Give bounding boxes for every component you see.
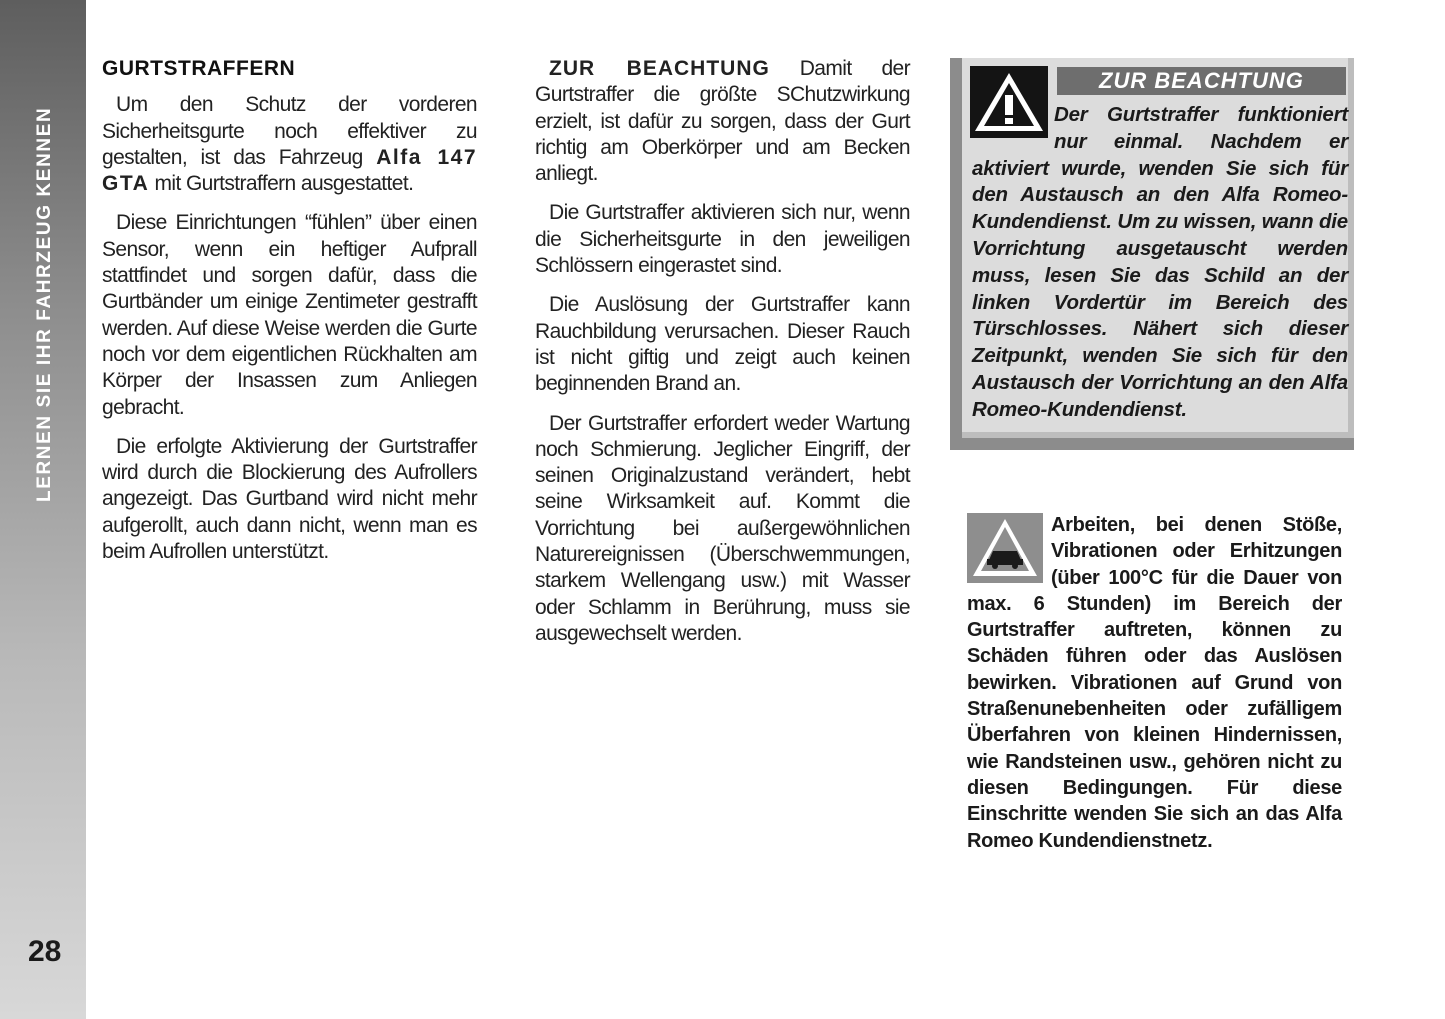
paragraph-intro: Um den Schutz der vorderen Sicherheitsgurte noch effektiver zu gestalten, ist das Fahrzeug Alfa 147 GTA mit Gurtstraffern ausgestattet. [102, 93, 478, 196]
environment-notice-text: Arbeiten, bei denen Stöße, Vibrationen oder Erhitzungen (über 100°C für die Dauer von max. 6 Stunden) im Bereich der Gurtstraffer auftreten, können zu Schäden führen oder das Auslösen bewirken. Vibrationen auf Grund von Straßenunebenheiten oder zufälligem Überfahren von kleinen Hindernissen, wie Randsteinen usw., gehören nicht zu diesen Bedingungen. Für diese Einschritte wenden Sie sich an das Alfa Romeo Kundendienstnetz. [967, 514, 1342, 852]
note-lead: ZUR BEACHTUNG [549, 57, 770, 80]
page-number: 28 [28, 935, 62, 968]
warning-text: Der Gurtstraffer funktioniert nur einmal. Nachdem er aktiviert wurde, wenden Sie sich für den Austausch an den Alfa Romeo-Kundendienst. Um zu wissen, wann die Vorrichtung ausgetauscht werden muss, lesen Sie das Schild an der linken Vordertür im Bereich des Türschlosses. Nähert sich dieser Zeitpunkt, wenden Sie sich für den Austausch der Vorrichtung an den Alfa Romeo-Kundendienst. [972, 103, 1348, 421]
vehicle-model: Alfa 147 GTA [102, 145, 478, 196]
paragraph-note: ZUR BEACHTUNG Damit der Gurtstraffer die größte SChutzwirkung erzielt, ist dafür zu sorgen, dass der Gurt richtig am Oberkörper und am Becken anliegt. [535, 57, 911, 186]
paragraph-activation: Die erfolgte Aktivierung der Gurtstraffer wird durch die Blockierung des Aufrollers angezeigt. Das Gurtband wird nicht mehr aufgerollt, auch dann nicht, wenn man es beim Aufrollen unterstützt. [102, 434, 477, 564]
column-left [102, 56, 477, 578]
paragraph-smoke: Die Auslösung der Gurtstraffer kann Rauchbildung verursachen. Dieser Rauch ist nicht giftig und zeigt auch keinen beginnenden Brand an. [535, 293, 910, 396]
section-title-text: LERNEN SIE IHR FAHRZEUG KENNEN [34, 106, 55, 502]
section-title [30, 62, 60, 502]
warning-title: ZUR BEACHTUNG [1057, 67, 1346, 95]
column-middle [535, 56, 910, 660]
section-heading: GURTSTRAFFERN [102, 57, 296, 80]
paragraph-activation-condition: Die Gurtstraffer aktivieren sich nur, wenn die Sicherheitsgurte in den jeweiligen Schlössern eingerastet sind. [535, 201, 910, 278]
paragraph-maintenance: Der Gurtstraffer erfordert weder Wartung noch Schmierung. Jeglicher Eingriff, der seinen Originalzustand verändert, hebt seine Wirksamkeit auf. Kommt die Vorrichtung bei außergewöhnlichen Naturereignissen (Überschwemmungen, starkem Wellengang usw.) mit Wasser oder Schlamm in Berührung, muss sie ausgewechselt werden. [535, 411, 910, 645]
paragraph-sensor: Diese Einrichtungen “fühlen” über einen Sensor, wenn ein heftiger Aufprall stattfindet und sorgen dafür, dass die Gurtbänder um einige Zentimeter gestrafft werden. Auf diese Weise werden die Gurte noch vor dem eigentlichen Rückhalten am Körper der Insassen zum Anliegen gebracht. [102, 211, 477, 419]
